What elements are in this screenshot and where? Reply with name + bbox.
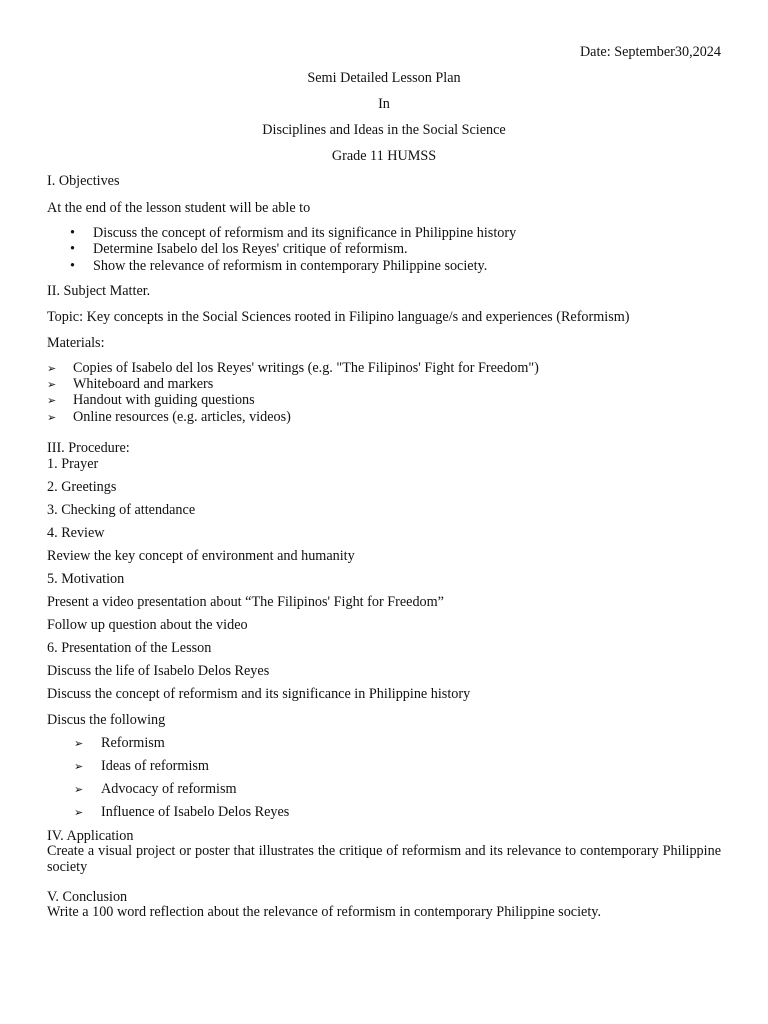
discuss-text: Ideas of reformism xyxy=(101,758,209,774)
materials-text: Copies of Isabelo del los Reyes' writings (e.g. "The Filipinos' Fight for Freedom") xyxy=(73,360,539,376)
procedure-step: 1. Prayer xyxy=(47,456,99,472)
materials-item xyxy=(47,392,255,409)
document-grade: Grade 11 HUMSS xyxy=(331,148,437,164)
document-title-in: In xyxy=(378,96,390,112)
conclusion-text: Write a 100 word reflection about the relevance of reformism in contemporary Philippine society. xyxy=(47,904,601,920)
bullet-icon: • xyxy=(70,258,75,274)
procedure-step: Discuss the life of Isabelo Delos Reyes xyxy=(47,663,270,679)
objective-text: Determine Isabelo del los Reyes' critique of reformism. xyxy=(93,241,408,257)
procedure-step: 3. Checking of attendance xyxy=(47,502,196,518)
procedure-step: 2. Greetings xyxy=(47,479,117,495)
materials-text: Handout with guiding questions xyxy=(73,392,255,408)
procedure-step: Present a video presentation about “The Filipinos' Fight for Freedom” xyxy=(47,594,444,610)
procedure-heading: III. Procedure: xyxy=(47,440,130,456)
conclusion-heading: V. Conclusion xyxy=(47,889,128,905)
discuss-text: Advocacy of reformism xyxy=(101,781,237,797)
procedure-step: 4. Review xyxy=(47,525,105,541)
arrow-bullet-icon: ➢ xyxy=(47,362,57,375)
procedure-step: Follow up question about the video xyxy=(47,617,248,633)
application-text: Create a visual project or poster that illustrates the critique of reformism and its relevance to contemporary Philippine society xyxy=(47,843,721,875)
materials-item xyxy=(47,409,291,426)
discuss-text: Reformism xyxy=(101,735,165,751)
discuss-item xyxy=(74,804,289,821)
materials-text: Whiteboard and markers xyxy=(73,376,214,392)
arrow-bullet-icon: ➢ xyxy=(74,806,84,819)
objective-text: Discuss the concept of reformism and its significance in Philippine history xyxy=(93,225,517,241)
procedure-step: 5. Motivation xyxy=(47,571,125,587)
discuss-item xyxy=(74,758,209,775)
application-heading: IV. Application xyxy=(47,828,134,844)
procedure-step: Discuss the concept of reformism and its significance in Philippine history xyxy=(47,686,471,702)
document-title: Semi Detailed Lesson Plan xyxy=(307,70,461,86)
procedure-step: Review the key concept of environment and humanity xyxy=(47,548,355,564)
procedure-step: 6. Presentation of the Lesson xyxy=(47,640,212,656)
subject-matter-topic: Topic: Key concepts in the Social Sciences rooted in Filipino language/s and experiences (Reformism) xyxy=(47,309,630,325)
document-date: Date: September30,2024 xyxy=(579,44,721,60)
bullet-icon: • xyxy=(70,241,75,257)
document-subject: Disciplines and Ideas in the Social Science xyxy=(262,122,506,138)
arrow-bullet-icon: ➢ xyxy=(74,737,84,750)
arrow-bullet-icon: ➢ xyxy=(74,783,84,796)
subject-matter-heading: II. Subject Matter. xyxy=(47,283,151,299)
objective-item xyxy=(70,241,408,257)
objective-text: Show the relevance of reformism in contemporary Philippine society. xyxy=(93,258,488,274)
materials-item xyxy=(47,360,539,377)
discuss-item xyxy=(74,735,165,752)
materials-label: Materials: xyxy=(47,335,105,351)
objectives-heading: I. Objectives xyxy=(47,173,120,189)
materials-item xyxy=(47,376,213,393)
objective-item xyxy=(70,258,487,274)
arrow-bullet-icon: ➢ xyxy=(74,760,84,773)
arrow-bullet-icon: ➢ xyxy=(47,378,57,391)
arrow-bullet-icon: ➢ xyxy=(47,394,57,407)
objectives-intro: At the end of the lesson student will be able to xyxy=(47,200,311,216)
arrow-bullet-icon: ➢ xyxy=(47,411,57,424)
procedure-step: Discus the following xyxy=(47,712,166,728)
objective-item xyxy=(70,225,516,241)
discuss-text: Influence of Isabelo Delos Reyes xyxy=(101,804,290,820)
materials-text: Online resources (e.g. articles, videos) xyxy=(73,409,291,425)
discuss-item xyxy=(74,781,237,798)
bullet-icon: • xyxy=(70,225,75,241)
